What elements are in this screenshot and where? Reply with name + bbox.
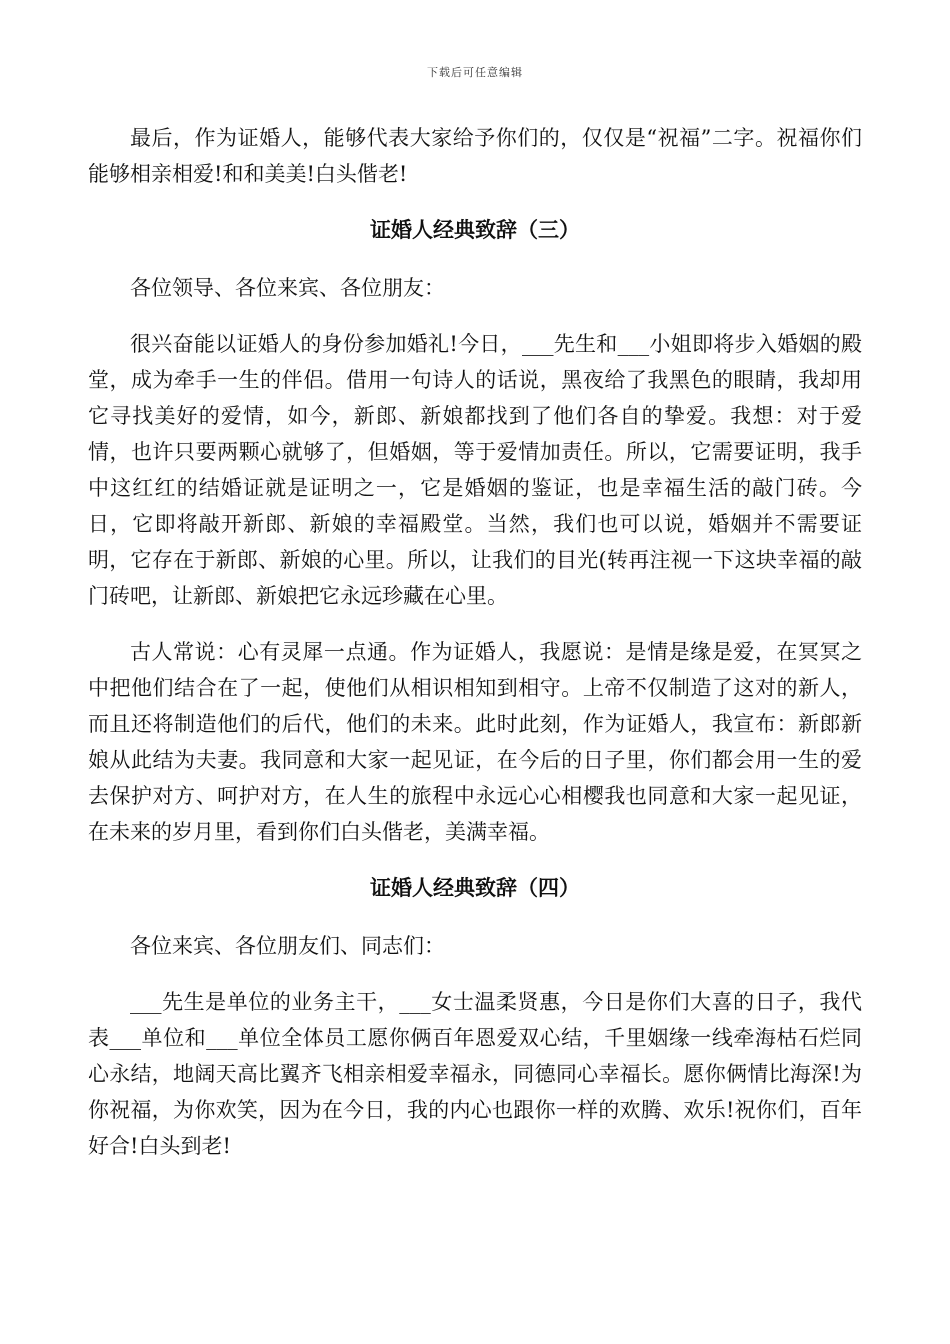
salutation-paragraph: 各位领导、各位来宾、各位朋友： — [130, 276, 445, 300]
body-paragraph: 很兴奋能以证婚人的身份参加婚礼!今日，___先生和___小姐即将步入婚姻的殿堂，成为牵手一生的伴侣。借用一句诗人的话说，黑夜给了我黑色的眼睛，我却用它寻找美好的爱情，如今，新郎、新娘都找到了他们各自的挚爱。我想：对于爱情，也许只要两颗心就够了，但婚姻，等于爱情加责任。所以，它需要证明，我手中这红红的结婚证就是证明之一，它是婚姻的鉴证，也是幸福生活的敲门砖。今日，它即将敲开新郎、新娘的幸福殿堂。当然，我们也可以说，婚姻并不需要证明，它存在于新郎、新娘的心里。所以，让我们的目光(转再注视一下这块幸福的敲门砖吧，让新郎、新娘把它永远珍藏在心里。 — [88, 332, 862, 608]
salutation-paragraph: 各位来宾、各位朋友们、同志们： — [130, 934, 445, 958]
section-heading-4: 证婚人经典致辞（四） — [370, 875, 580, 900]
document-body — [88, 120, 862, 1184]
section-heading-3: 证婚人经典致辞（三） — [370, 217, 580, 242]
body-paragraph: 古人常说：心有灵犀一点通。作为证婚人，我愿说：是情是缘是爱，在冥冥之中把他们结合在了一起，使他们从相识相知到相守。上帝不仅制造了这对的新人，而且还将制造他们的后代，他们的未来。此时此刻，作为证婚人，我宣布：新郎新娘从此结为夫妻。我同意和大家一起见证，在今后的日子里，你们都会用一生的爱去保护对方、呵护对方，在人生的旅程中永远心心相樱我也同意和大家一起见证，在未来的岁月里，看到你们白头偕老，美满幸福。 — [88, 640, 862, 844]
body-paragraph: ___先生是单位的业务主干，___女士温柔贤惠，今日是你们大喜的日子，我代表___单位和___单位全体员工愿你俩百年恩爱双心结，千里姻缘一线牵海枯石烂同心永结，地阔天高比翼齐飞相亲相爱幸福永，同德同心幸福长。愿你俩情比海深!为你祝福，为你欢笑，因为在今日，我的内心也跟你一样的欢腾、欢乐!祝你们，百年好合!白头到老! — [88, 990, 862, 1158]
closing-paragraph: 最后，作为证婚人，能够代表大家给予你们的，仅仅是“祝福”二字。祝福你们能够相亲相爱!和和美美!白头偕老! — [88, 126, 862, 186]
page-header: 下载后可任意编辑 — [427, 66, 523, 79]
